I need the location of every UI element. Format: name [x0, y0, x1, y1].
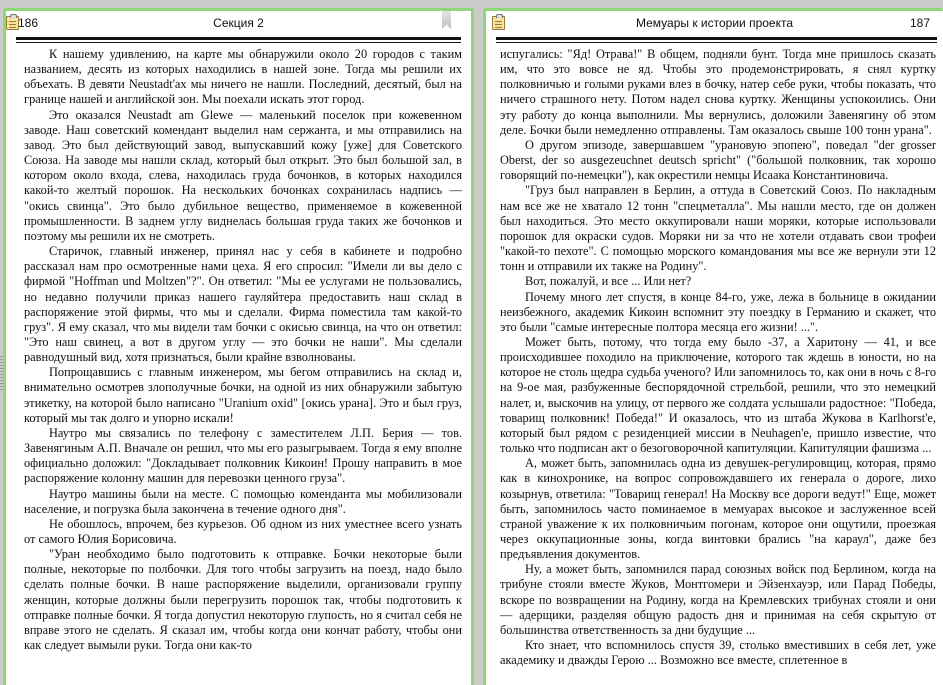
left-page-header: [6, 11, 471, 35]
header-rule-thick: [16, 37, 461, 40]
header-rule-thin: [16, 42, 461, 43]
paragraph: Наутро машины были на месте. С помощью коменданта мы мобилизовали население, и погрузка была закончена в течение одного дня".: [24, 486, 462, 516]
paragraph: Наутро мы связались по телефону с заместителем Л.П. Берия — тов. Завенягиным А.П. Вначале он решил, что мы его разыгрываем. Тогда я ему вполне официально доложил: "Докладывает полковник Кикоин! Прошу направить в мое распоряжение колонну машин для перевозки ценного груза".: [24, 425, 462, 486]
paragraph: К нашему удивлению, на карте мы обнаружили около 20 городов с таким названием, десять из которых находились в нашей зоне. Тогда мы решили их объехать. В девяти Neustadt'ах мы ничего не нашли. Последний, десятый, был на границе нашей и английской зон. Мы поехали искать этот город.: [24, 47, 462, 107]
paragraph: "Груз был направлен в Берлин, а оттуда в Советский Союз. По накладным нам все же не хватало 12 тонн "спецметалла". Мы нашли место, где он должен был находиться. Это место оккупировали наши моряки, которые использовали порошок для окраски судов. Моряки ни за что не хотели отдавать свои трофеи "какой-то пехоте". С помощью морского командования мы все же вернули эти 12 тонн и отправили их также на Родину".: [500, 183, 936, 274]
paragraph: Ну, а может быть, запомнился парад союзных войск под Берлином, когда на трибуне стояли вместе Жуков, Монтгомери и Эйзенхауэр, или Парад Победы, вскоре по возвращении на Родину, когда на Кремлевских трибунах стояли и они — адерщики, разделяя общую радость дня и принимая на себя скрытую от большинства ответственность за дни будущие ...: [500, 562, 936, 637]
paragraph: Это оказался Neustadt am Glewe — маленький поселок при кожевенном заводе. Наш советский комендант выделил нам сержанта, и мы отправились на завод. Это был действующий завод, выпускавший кожу [уже] для Советского Союза. На заводе мы нашли склад, который был открыт. Это был большой зал, в котором около входа, слева, находилась груда бочонков, в которых находился какой-то желтый порошок. На нескольких бочонках сохранилась надпись — "окись свинца". Это было дубильное вещество, применяемое в кожевенной промышленности. В заднем углу виднелась большая груда таких же бочонков и поэтому мы решили их не смотреть.: [24, 107, 462, 243]
paragraph: "Уран необходимо было подготовить к отправке. Бочки некоторые были полные, некоторые по полбочки. Для того чтобы загрузить на поезд, надо было сделать полные бочки. В наше распоряжение выделили, организовали группу женщин, которые должны были перегрузить порошок так, чтобы подготовить к отправке полные бочки. Я тогда допустил некоторую глупость, но я считал себя не вправе этого не сделать. Я сказал им, чтобы когда они кончат работу, чтобы они как следует вымыли руки. Тогда они как-то: [24, 547, 462, 653]
right-page-title: Мемуары к истории проекта: [635, 16, 794, 30]
left-page-number: 186: [18, 16, 39, 30]
header-rule-thin: [496, 42, 937, 43]
right-page-header: [486, 11, 943, 35]
paragraph: испугались: "Яд! Отрава!" В общем, подняли бунт. Тогда мне пришлось сказать им, что это вовсе не яд. Чтобы это продемонстрировать, я снял куртку полковничью и голыми руками влез в бочку, натер себе руки, чтобы показать, что ничего страшного нету. Потом надел снова куртку. Женщины успокоились. Они эту работу до конца выполнили. Мы вернулись, доложили Завенягину об этом деле. Бочки были немедленно отправлены. Там оказалось свыше 100 тонн урана".: [500, 47, 936, 137]
paragraph: Попрощавшись с главным инженером, мы бегом отправились на склад и, внимательно осмотрев злополучные бочки, на одной из них обнаружили забытую этикетку, на которой было написано "Uranium oxid" [окись урана]. Это и был груз, который мы так долго и упорно искали!: [24, 365, 462, 425]
right-page-text: [500, 47, 936, 668]
paragraph: Почему много лет спустя, в конце 84-го, уже, лежа в больнице в ожидании неизбежного, академик Кикоин вспомнит эту поездку в Германию и скажет, что это были "самые интересные полтора месяца его жизни! ...".: [500, 289, 936, 334]
paragraph: О другом эпизоде, завершавшем "урановую эпопею", поведал "der grosser Oberst, der so ausgezeuchnet deutsch spricht" ("большой полковник, так хорошо говорящий по-немецки"), как окрестили немцы Исаака Константиновича.: [500, 137, 936, 183]
paragraph: Может быть, потому, что тогда ему было -37, а Харитону — 41, и все происходившее походило на приключение, которого так ждешь в юности, но на которое не столь щедра судьба ученого? Или запомнилось то, как они в ночь с 8-го на 9-ое мая, разбуженные беспорядочной стрельбой, решили, что это немецкий налет, и, выскочив на улицу, от первого же солдата услышали радостное: "Победа, товарищ полковник! Победа!" И оказалось, что из штаба Жукова в Karlhorst'e, который был рядом с резиденцией миссии в Neuhagen'e, пришло известие, что только что подписан акт о безоговорочной капитуляции. Капитуляции фашизма ...: [500, 334, 936, 456]
right-page: [483, 8, 943, 685]
header-rule-thick: [496, 37, 937, 40]
left-page-text: [24, 47, 462, 653]
paragraph: Старичок, главный инженер, принял нас у себя в кабинете и подробно рассказал нам про осмотренные нами цеха. Я его спросил: "Имели ли вы дело с фирмой "Hoffman und Moltzen"?". Он ответил: "Мы ее услугами не пользовались, но недавно получили приказ нашего гауляйтера предоставить наш склад в распоряжение этой фирмы, что мы и сделали. Фирма поместила там какой-то груз". Я ему сказал, что мы видели там бочки с окисью свинца, на что он ответил: "Это наш свинец, а вот в другом углу — это бочки не наши". Мы сделали равнодушный вид, хотя признаться, были крайне взволнованы.: [24, 244, 462, 365]
paragraph: Вот, пожалуй, и все ... Или нет?: [525, 274, 692, 289]
paragraph: Не обошлось, впрочем, без курьезов. Об одном из них уместнее всего узнать от самого Юлия Борисовича.: [24, 516, 462, 546]
paragraph: А, может быть, запомнилась одна из девушек-регулировщиц, которая, прямо как в кинохронике, на вопрос сопровождавшего их генерала о дороге, лихо козырнув, ответила: "Товарищ генерал! На Москву все дороги ведут!" Еще, может быть, запомнилось часто поминаемое в мемуарах высокое и заслуженное всей страной уважение к их полковничьим погонам, которое они ощутили, проезжая через оккупационные зоны, когда винтовки брались "на караул", даже без предъявления документов.: [500, 456, 936, 562]
right-page-number: 187: [910, 16, 931, 30]
left-page: [3, 8, 474, 685]
left-page-title: Секция 2: [213, 16, 264, 30]
paragraph: Кто знает, что вспомнилось спустя 39, столько вместивших в себя лет, уже академику и дважды Герою ... Возможно все вместе, сплетенное в: [500, 638, 936, 668]
